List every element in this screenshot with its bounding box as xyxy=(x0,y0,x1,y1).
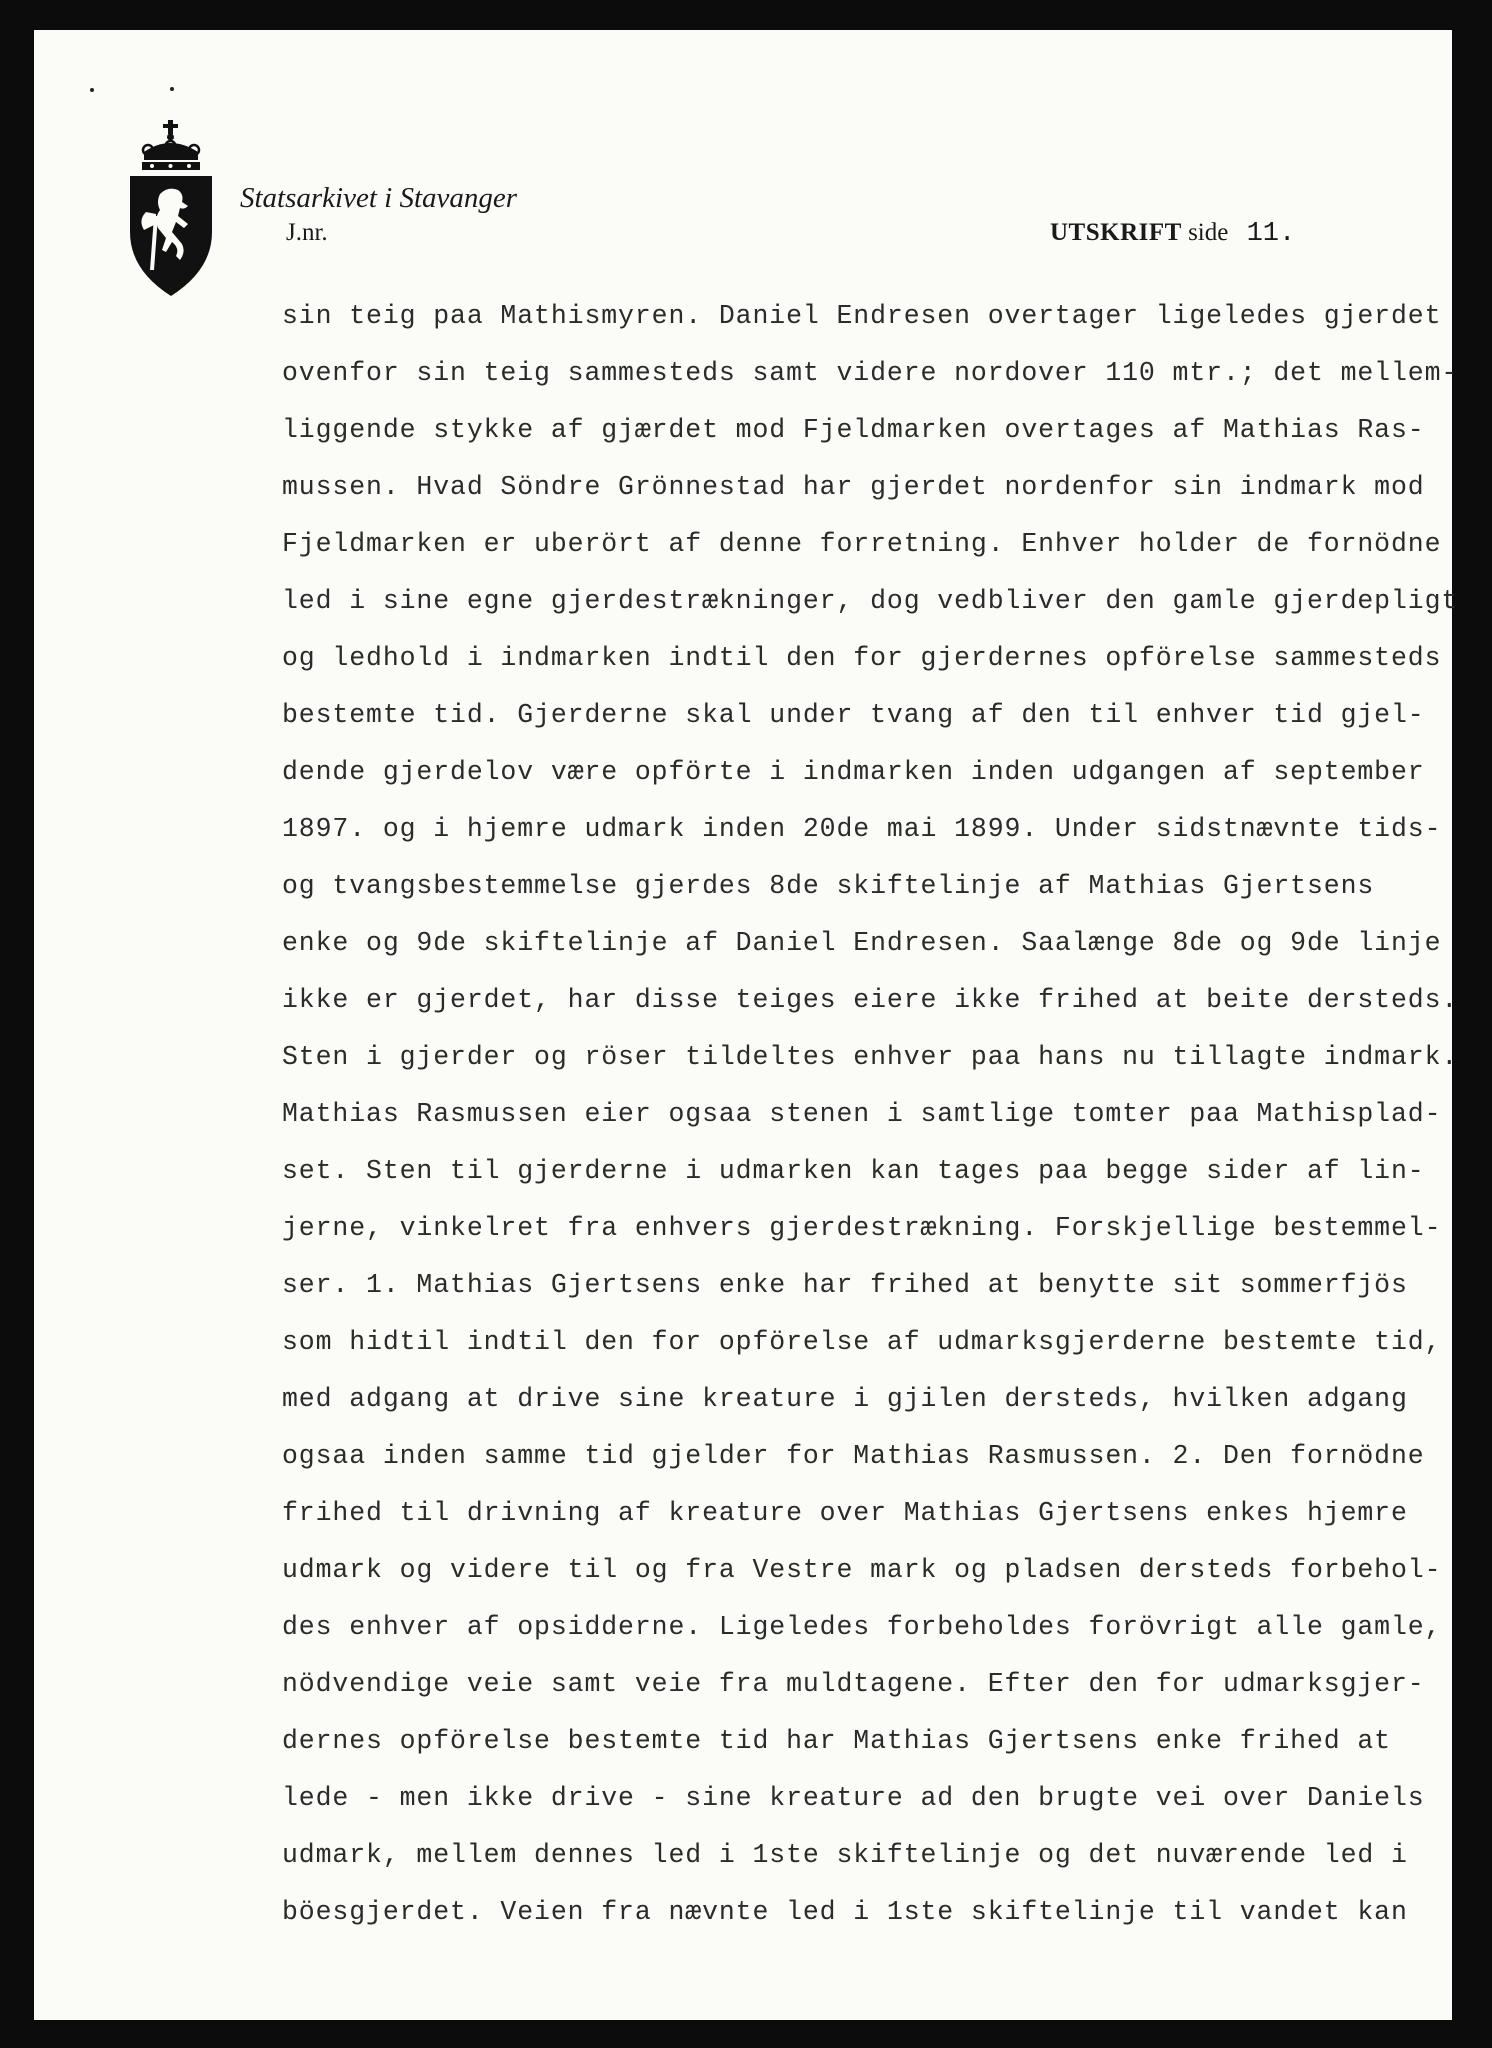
utskrift-label: UTSKRIFT xyxy=(1050,219,1182,246)
margin-mark xyxy=(90,88,94,92)
journal-number-label: J.nr. xyxy=(286,219,328,246)
text-line: led i sine egne gjerdestrækninger, dog vedbliver den gamle gjerdepligt xyxy=(282,586,1459,616)
text-line: frihed til drivning af kreature over Mathias Gjertsens enkes hjemre xyxy=(282,1498,1408,1528)
text-line: böesgjerdet. Veien fra nævnte led i 1ste skiftelinje til vandet kan xyxy=(282,1897,1408,1927)
text-line: jerne, vinkelret fra enhvers gjerdestrækning. Forskjellige bestemmel- xyxy=(282,1213,1442,1243)
text-line: udmark og videre til og fra Vestre mark og pladsen dersteds forbehol- xyxy=(282,1555,1442,1585)
text-line: nödvendige veie samt veie fra muldtagene. Efter den for udmarksgjer- xyxy=(282,1669,1425,1699)
archive-name: Statsarkivet i Stavanger xyxy=(240,182,518,214)
text-line: sin teig paa Mathismyren. Daniel Endresen overtager ligeledes gjerdet xyxy=(282,301,1442,331)
text-line: dende gjerdelov være opförte i indmarken inden udgangen af september xyxy=(282,757,1425,787)
utskrift-heading xyxy=(1050,219,1295,249)
text-line: og ledhold i indmarken indtil den for gjerdernes opförelse sammesteds xyxy=(282,643,1442,673)
text-line: set. Sten til gjerderne i udmarken kan tages paa begge sider af lin- xyxy=(282,1156,1425,1186)
text-line: des enhver af opsidderne. Ligeledes forbeholdes forövrigt alle gamle, xyxy=(282,1612,1442,1642)
text-line: Mathias Rasmussen eier ogsaa stenen i samtlige tomter paa Mathisplad- xyxy=(282,1099,1442,1129)
margin-mark xyxy=(170,87,174,91)
text-line: udmark, mellem dennes led i 1ste skiftelinje og det nuværende led i xyxy=(282,1840,1408,1870)
text-line: Fjeldmarken er uberört af denne forretning. Enhver holder de fornödne xyxy=(282,529,1442,559)
text-line: med adgang at drive sine kreature i gjilen dersteds, hvilken adgang xyxy=(282,1384,1408,1414)
text-line: ogsaa inden samme tid gjelder for Mathias Rasmussen. 2. Den fornödne xyxy=(282,1441,1425,1471)
text-line: mussen. Hvad Söndre Grönnestad har gjerdet nordenfor sin indmark mod xyxy=(282,472,1425,502)
document-page xyxy=(34,30,1459,2020)
text-line: ikke er gjerdet, har disse teiges eiere ikke frihed at beite dersteds. xyxy=(282,985,1459,1015)
norwegian-coat-of-arms-icon xyxy=(124,120,218,298)
text-line: Sten i gjerder og röser tildeltes enhver paa hans nu tillagte indmark. xyxy=(282,1042,1459,1072)
text-line: lede - men ikke drive - sine kreature ad den brugte vei over Daniels xyxy=(282,1783,1425,1813)
text-line: enke og 9de skiftelinje af Daniel Endresen. Saalænge 8de og 9de linje xyxy=(282,928,1442,958)
text-line: bestemte tid. Gjerderne skal under tvang af den til enhver tid gjel- xyxy=(282,700,1425,730)
text-line: dernes opförelse bestemte tid har Mathias Gjertsens enke frihed at xyxy=(282,1726,1391,1756)
text-line: og tvangsbestemmelse gjerdes 8de skiftelinje af Mathias Gjertsens xyxy=(282,871,1375,901)
text-line: 1897. og i hjemre udmark inden 20de mai 1899. Under sidstnævnte tids- xyxy=(282,814,1442,844)
text-line: som hidtil indtil den for opförelse af udmarksgjerderne bestemte tid, xyxy=(282,1327,1442,1357)
text-line: ser. 1. Mathias Gjertsens enke har frihed at benytte sit sommerfjös xyxy=(282,1270,1408,1300)
text-line: ovenfor sin teig sammesteds samt videre nordover 110 mtr.; det mellem- xyxy=(282,358,1459,388)
side-label: side xyxy=(1188,219,1229,246)
page-number: 11. xyxy=(1246,219,1296,249)
text-line: liggende stykke af gjærdet mod Fjeldmarken overtages af Mathias Ras- xyxy=(282,415,1425,445)
